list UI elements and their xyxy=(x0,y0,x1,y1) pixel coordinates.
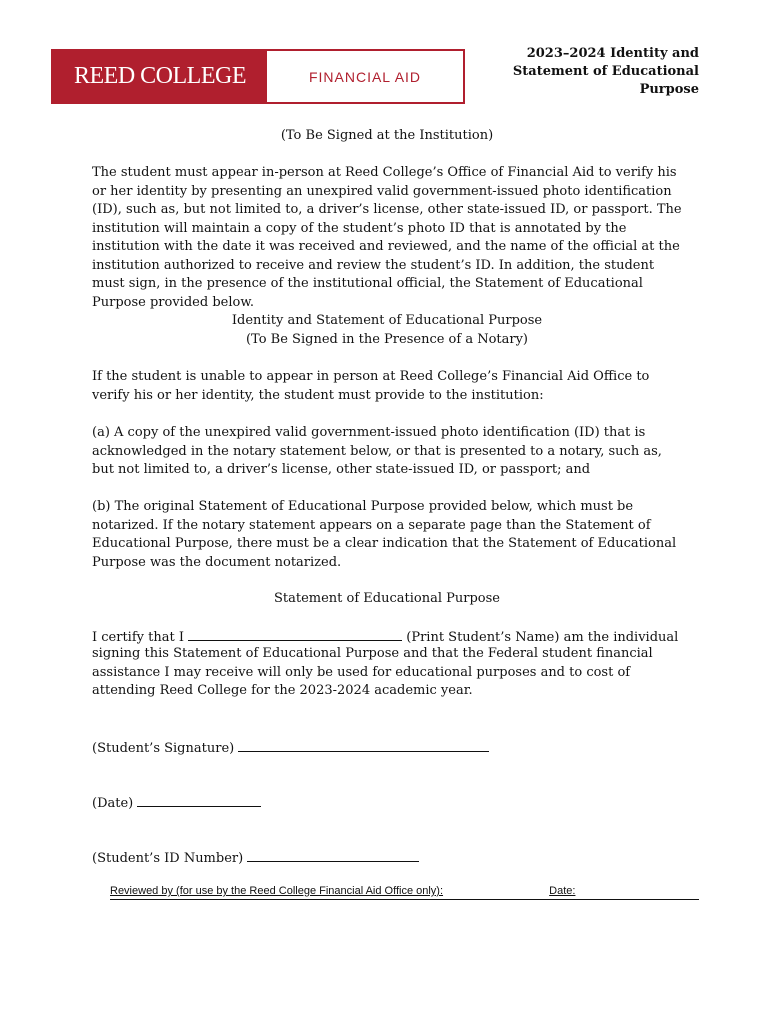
student-id-row xyxy=(92,848,419,866)
title-line-3: Purpose xyxy=(639,82,699,97)
student-id-field[interactable] xyxy=(247,848,419,862)
title-line-1: 2023–2024 Identity and xyxy=(526,46,699,61)
footer-date-label: Date: xyxy=(549,885,576,897)
title-line-2: Statement of Educational xyxy=(512,64,699,79)
reed-college-financial-aid-logo xyxy=(51,49,465,104)
notary-heading: Identity and Statement of Educational Purpose xyxy=(231,313,543,328)
certify-suffix: (Print Student’s Name) am the individual xyxy=(406,630,679,645)
logo-reed-college: REED COLLEGE xyxy=(53,51,267,102)
signature-field[interactable] xyxy=(238,738,489,752)
certify-prefix: I certify that I xyxy=(92,630,184,645)
paragraph-b: (b) The original Statement of Educational Purpose provided below, which must be notarized. If the notary statement appears on a separate page than the Statement of Educational Purpose, there must be a clear indication that the Statement of Educational Purpose was the document notarized. xyxy=(92,499,677,570)
signature-label: (Student’s Signature) xyxy=(92,741,235,756)
certify-line xyxy=(92,627,678,645)
office-use-footer xyxy=(110,884,699,900)
date-row xyxy=(92,793,261,811)
document-title xyxy=(479,45,699,99)
student-id-label: (Student’s ID Number) xyxy=(92,851,244,866)
institution-note: (To Be Signed at the Institution) xyxy=(280,128,494,143)
date-field[interactable] xyxy=(137,793,261,807)
reviewed-by-label: Reviewed by (for use by the Reed College Financial Aid Office only): xyxy=(110,885,444,897)
paragraph-not-in-person: If the student is unable to appear in person at Reed College’s Financial Aid Office to verify his or her identity, the student must provide to the institution: xyxy=(92,369,650,403)
statement-heading: Statement of Educational Purpose xyxy=(273,591,500,606)
date-label: (Date) xyxy=(92,796,134,811)
logo-financial-aid: FINANCIAL AID xyxy=(308,68,422,85)
paragraph-in-person: The student must appear in-person at Reed College’s Office of Financial Aid to verify his or her identity by presenting an unexpired valid government-issued photo identification (ID), such as, but not limited to, a driver’s license, other state-issued ID, or passport. The institution will maintain a copy of the student’s photo ID that is annotated by the institution with the date it was received and reviewed, and the name of the official at the institution authorized to receive and review the student’s ID. In addition, the student must sign, in the presence of the institutional official, the Statement of Educational Purpose provided below. xyxy=(92,165,682,310)
paragraph-a: (a) A copy of the unexpired valid government-issued photo identification (ID) that is acknowledged in the notary statement below, or that is presented to a notary, such as, but not limited to, a driver’s license, other state-issued ID, or passport; and xyxy=(92,425,662,477)
notary-note: (To Be Signed in the Presence of a Notary) xyxy=(245,332,529,347)
student-name-field[interactable] xyxy=(188,627,402,641)
signature-row xyxy=(92,738,489,756)
certify-rest: signing this Statement of Educational Purpose and that the Federal student financial assistance I may receive will only be used for educational purposes and to cost of attending Reed College for the 2023-2024 academic year. xyxy=(92,646,653,698)
